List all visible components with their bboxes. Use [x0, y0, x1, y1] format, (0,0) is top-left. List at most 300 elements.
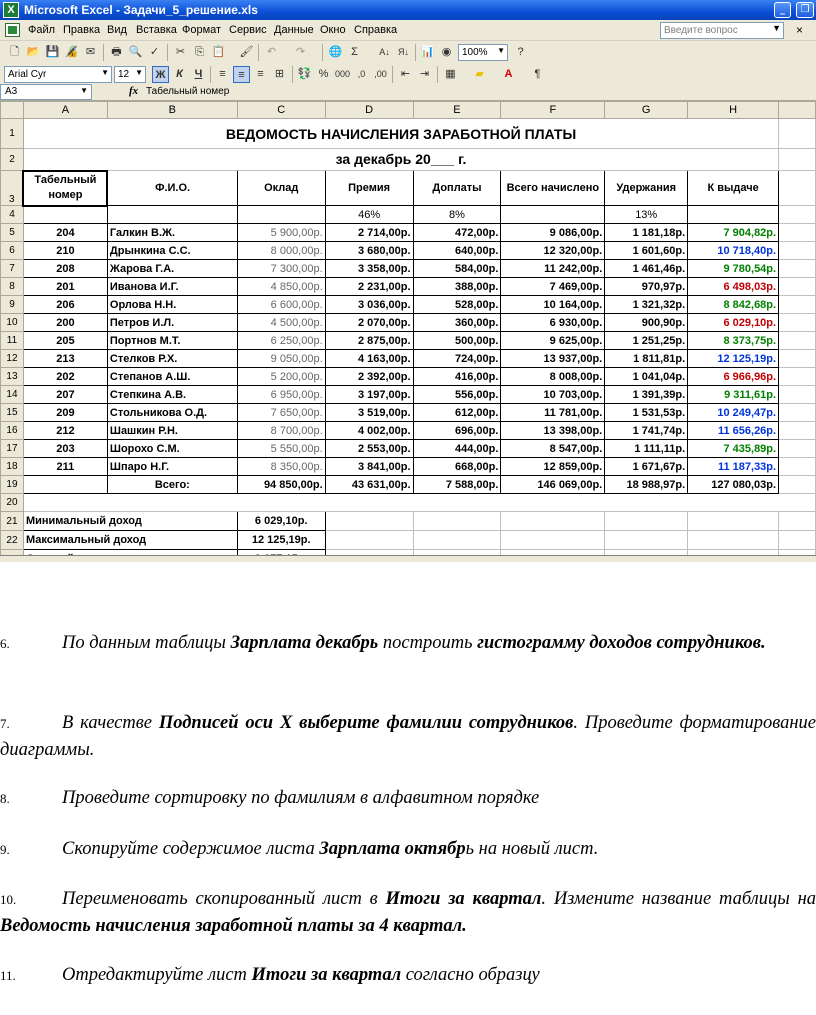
pay-amount-cell[interactable]: 7 904,82р. — [688, 224, 779, 242]
print-preview-icon[interactable]: 🔍 — [128, 46, 143, 58]
stat-value[interactable]: 12 125,19р. — [237, 531, 325, 550]
header-cell[interactable]: К выдаче — [688, 171, 779, 206]
redo-icon[interactable]: ↷ — [295, 46, 306, 58]
employee-id-cell[interactable]: 200 — [23, 314, 107, 332]
salary-cell[interactable]: 7 300,00р. — [237, 260, 325, 278]
header-cell-selected[interactable]: Табельный номер — [23, 171, 107, 206]
employee-name-cell[interactable]: Петров И.Л. — [107, 314, 237, 332]
email-icon[interactable]: ✉ — [85, 46, 96, 58]
employee-name-cell[interactable]: Шашкин Р.Н. — [107, 422, 237, 440]
align-left-icon[interactable]: ≡ — [219, 68, 226, 80]
stat-label[interactable]: Минимальный доход — [23, 512, 237, 531]
merge-center-icon[interactable]: ⊞ — [274, 68, 285, 80]
save-icon[interactable]: 💾 — [45, 46, 60, 58]
task-text: ь на новый лист. — [465, 839, 599, 859]
increase-decimal-icon[interactable]: ,0 — [357, 69, 366, 79]
cell[interactable] — [779, 260, 816, 278]
employee-name-cell[interactable]: Степкина А.В. — [107, 386, 237, 404]
cell[interactable] — [688, 531, 779, 550]
column-header[interactable]: G — [605, 102, 688, 119]
salary-cell[interactable]: 6 950,00р. — [237, 386, 325, 404]
task-number: 9. — [0, 842, 10, 857]
pay-amount-cell[interactable]: 7 435,89р. — [688, 440, 779, 458]
employee-id-cell[interactable]: 209 — [23, 404, 107, 422]
employee-name-cell[interactable]: Стольникова О.Д. — [107, 404, 237, 422]
cell[interactable] — [779, 531, 816, 550]
premium-cell[interactable]: 2 231,00р. — [325, 278, 413, 296]
deduction-cell[interactable]: 1 321,32р. — [605, 296, 688, 314]
premium-cell[interactable]: 3 358,00р. — [325, 260, 413, 278]
italic-button[interactable]: К — [176, 68, 183, 80]
row-header[interactable]: 18 — [1, 458, 24, 476]
deduction-cell[interactable]: 970,97р. — [605, 278, 688, 296]
extra-pay-cell[interactable]: 612,00р. — [413, 404, 501, 422]
row-header[interactable]: 8 — [1, 278, 24, 296]
deduction-rate-cell[interactable]: 13% — [605, 206, 688, 224]
restore-button[interactable]: ❐ — [796, 2, 814, 18]
pay-amount-cell[interactable]: 10 249,47р. — [688, 404, 779, 422]
premium-cell[interactable]: 3 519,00р. — [325, 404, 413, 422]
header-cell[interactable]: Ф.И.О. — [107, 171, 237, 206]
stat-value[interactable]: 6 029,10р. — [237, 512, 325, 531]
table-row — [1, 278, 816, 296]
task-paragraph — [0, 785, 816, 812]
cell[interactable] — [779, 440, 816, 458]
task-emphasis: Итоги за квартал — [385, 889, 542, 909]
cut-icon[interactable]: ✂ — [175, 46, 186, 58]
premium-cell[interactable]: 3 841,00р. — [325, 458, 413, 476]
extra-pay-cell[interactable]: 472,00р. — [413, 224, 501, 242]
premium-cell[interactable]: 4 002,00р. — [325, 422, 413, 440]
employee-name-cell[interactable]: Портнов М.Т. — [107, 332, 237, 350]
row-header[interactable]: 5 — [1, 224, 24, 242]
row-header[interactable]: 6 — [1, 242, 24, 260]
cell[interactable] — [107, 206, 237, 224]
table-row — [1, 368, 816, 386]
totals-label[interactable]: Всего: — [107, 476, 237, 494]
row-header[interactable]: 10 — [1, 314, 24, 332]
employee-name-cell[interactable]: Степанов А.Ш. — [107, 368, 237, 386]
deduction-cell[interactable]: 1 741,74р. — [605, 422, 688, 440]
increase-indent-icon[interactable]: ⇥ — [419, 68, 430, 80]
deduction-cell[interactable]: 1 181,18р. — [605, 224, 688, 242]
hyperlink-icon[interactable]: 🌐 — [328, 46, 343, 58]
select-all-corner[interactable] — [1, 102, 24, 119]
task-emphasis: Итоги за квартал — [251, 965, 402, 985]
cell[interactable] — [779, 404, 816, 422]
salary-cell[interactable]: 5 200,00р. — [237, 368, 325, 386]
bold-button[interactable]: Ж — [152, 66, 169, 83]
cell[interactable] — [325, 512, 413, 531]
task-number: 10. — [0, 892, 17, 907]
cell[interactable] — [779, 476, 816, 494]
print-icon[interactable]: 🖶 — [111, 46, 122, 58]
pay-amount-cell[interactable]: 11 656,26р. — [688, 422, 779, 440]
new-file-icon[interactable]: 🗋 — [10, 46, 19, 58]
name-box[interactable]: A3 ▼ — [0, 84, 92, 100]
task-text: Отредактируйте лист — [62, 965, 252, 985]
chevron-down-icon: ▼ — [80, 86, 88, 95]
cell[interactable] — [779, 149, 816, 171]
row-header[interactable]: 21 — [1, 512, 24, 531]
pay-amount-cell[interactable]: 8 373,75р. — [688, 332, 779, 350]
header-cell[interactable]: Всего начислено — [501, 171, 605, 206]
salary-cell[interactable]: 4 850,00р. — [237, 278, 325, 296]
deduction-cell[interactable]: 1 531,53р. — [605, 404, 688, 422]
total-accrued-cell[interactable]: 9 086,00р. — [501, 224, 605, 242]
task-emphasis: Ведомость начисления заработной платы за 4 квартал. — [0, 916, 467, 936]
table-row — [1, 224, 816, 242]
premium-cell[interactable]: 4 163,00р. — [325, 350, 413, 368]
chart-wizard-icon[interactable]: 📊 — [420, 46, 435, 58]
stat-row — [1, 531, 816, 550]
menu-window[interactable]: Окно — [320, 24, 346, 36]
table-row — [1, 404, 816, 422]
total-premium[interactable]: 43 631,00р. — [325, 476, 413, 494]
employee-id-cell[interactable]: 204 — [23, 224, 107, 242]
cell[interactable] — [779, 119, 816, 149]
thousands-button[interactable]: 000 — [334, 69, 351, 79]
salary-cell[interactable]: 5 900,00р. — [237, 224, 325, 242]
salary-cell[interactable]: 6 600,00р. — [237, 296, 325, 314]
font-size-select[interactable]: 12 ▼ — [114, 66, 146, 83]
total-accrued-cell[interactable]: 9 625,00р. — [501, 332, 605, 350]
employee-name-cell[interactable]: Иванова И.Г. — [107, 278, 237, 296]
autosum-icon[interactable]: Σ — [351, 46, 358, 58]
deduction-cell[interactable]: 1 601,60р. — [605, 242, 688, 260]
premium-cell[interactable]: 2 875,00р. — [325, 332, 413, 350]
row-header[interactable]: 13 — [1, 368, 24, 386]
extra-pay-cell[interactable]: 724,00р. — [413, 350, 501, 368]
premium-cell[interactable]: 2 070,00р. — [325, 314, 413, 332]
help-search-input[interactable]: Введите вопрос ▼ — [660, 22, 784, 39]
header-cell[interactable]: Доплаты — [413, 171, 501, 206]
underline-button[interactable]: Ч — [194, 68, 203, 80]
cell[interactable] — [779, 332, 816, 350]
row-header[interactable]: 20 — [1, 494, 24, 512]
table-row — [1, 386, 816, 404]
task-number: 7. — [0, 716, 10, 731]
row-header[interactable]: 17 — [1, 440, 24, 458]
extra-pay-cell[interactable]: 668,00р. — [413, 458, 501, 476]
help-icon[interactable]: ? — [517, 46, 524, 58]
column-header[interactable]: D — [325, 102, 413, 119]
row-header[interactable]: 15 — [1, 404, 24, 422]
total-accrued-cell[interactable]: 12 320,00р. — [501, 242, 605, 260]
employee-id-cell[interactable]: 206 — [23, 296, 107, 314]
employee-id-cell[interactable]: 201 — [23, 278, 107, 296]
spelling-icon[interactable]: ✓ — [149, 46, 160, 58]
column-header[interactable]: C — [237, 102, 325, 119]
employee-name-cell[interactable]: Стелков Р.Х. — [107, 350, 237, 368]
cell[interactable] — [779, 171, 816, 206]
employee-id-cell[interactable]: 203 — [23, 440, 107, 458]
cell[interactable] — [501, 531, 605, 550]
total-accrued-cell[interactable]: 8 008,00р. — [501, 368, 605, 386]
menu-tools[interactable]: Сервис — [229, 24, 267, 36]
employee-id-cell[interactable]: 210 — [23, 242, 107, 260]
salary-cell[interactable]: 4 500,00р. — [237, 314, 325, 332]
employee-id-cell[interactable]: 202 — [23, 368, 107, 386]
cell[interactable] — [501, 206, 605, 224]
sort-descending-icon[interactable]: Я↓ — [398, 47, 409, 57]
row-header[interactable]: 4 — [1, 206, 24, 224]
format-painter-icon[interactable]: 🖌 — [239, 46, 254, 58]
stat-label[interactable]: Максимальный доход — [23, 531, 237, 550]
decrease-indent-icon[interactable]: ⇤ — [400, 68, 411, 80]
total-accrued-cell[interactable]: 10 164,00р. — [501, 296, 605, 314]
salary-cell[interactable]: 8 350,00р. — [237, 458, 325, 476]
row-header[interactable]: 1 — [1, 119, 24, 149]
fill-color-icon[interactable]: ▰ — [475, 68, 484, 80]
employee-id-cell[interactable]: 213 — [23, 350, 107, 368]
borders-icon[interactable]: ▦ — [445, 68, 456, 80]
pay-amount-cell[interactable]: 6 966,96р. — [688, 368, 779, 386]
menu-data[interactable]: Данные — [274, 24, 314, 36]
employee-id-cell[interactable]: 208 — [23, 260, 107, 278]
column-header-row — [1, 102, 816, 119]
cell[interactable] — [23, 494, 815, 512]
total-accrued-cell[interactable]: 11 242,00р. — [501, 260, 605, 278]
pay-amount-cell[interactable]: 11 187,33р. — [688, 458, 779, 476]
premium-cell[interactable]: 3 680,00р. — [325, 242, 413, 260]
extra-pay-cell[interactable]: 556,00р. — [413, 386, 501, 404]
cell[interactable] — [779, 242, 816, 260]
cell[interactable] — [605, 531, 688, 550]
menu-view[interactable]: Вид — [107, 24, 127, 36]
cell[interactable] — [779, 458, 816, 476]
premium-cell[interactable]: 2 553,00р. — [325, 440, 413, 458]
employee-id-cell[interactable]: 211 — [23, 458, 107, 476]
close-workbook-icon[interactable]: × — [796, 23, 804, 37]
align-center-icon[interactable]: ≡ — [233, 66, 250, 83]
sort-ascending-icon[interactable]: A↓ — [379, 47, 390, 57]
task-emphasis: Зарплата октябр — [319, 839, 466, 859]
fx-icon[interactable]: fx — [129, 85, 139, 97]
premium-rate-cell[interactable]: 46% — [325, 206, 413, 224]
total-salary[interactable]: 94 850,00р. — [237, 476, 325, 494]
extra-pay-cell[interactable]: 500,00р. — [413, 332, 501, 350]
header-cell[interactable]: Оклад — [237, 171, 325, 206]
total-accrued-cell[interactable]: 13 398,00р. — [501, 422, 605, 440]
chevron-down-icon: ▼ — [101, 68, 109, 77]
premium-cell[interactable]: 3 036,00р. — [325, 296, 413, 314]
employee-id-cell[interactable]: 205 — [23, 332, 107, 350]
task-emphasis: Подписей оси X выберите фамилии сотрудников — [158, 713, 574, 733]
total-accrued-cell[interactable]: 7 469,00р. — [501, 278, 605, 296]
font-select[interactable]: Arial Cyr ▼ — [4, 66, 112, 83]
row-header[interactable]: 11 — [1, 332, 24, 350]
table-row — [1, 314, 816, 332]
task-text: . Измените название таблицы на — [541, 889, 816, 909]
undo-icon[interactable]: ↶ — [266, 46, 277, 58]
salary-cell[interactable]: 8 000,00р. — [237, 242, 325, 260]
minimize-button[interactable]: _ — [774, 2, 791, 18]
total-accrued-cell[interactable]: 8 547,00р. — [501, 440, 605, 458]
table-row — [1, 260, 816, 278]
drawing-icon[interactable]: ◉ — [441, 46, 452, 58]
pay-amount-cell[interactable]: 9 780,54р. — [688, 260, 779, 278]
row-header[interactable]: 14 — [1, 386, 24, 404]
menu-edit[interactable]: Правка — [63, 24, 101, 36]
task-text: построить — [378, 633, 478, 653]
total-accrued-cell[interactable]: 11 781,00р. — [501, 404, 605, 422]
task-paragraph — [0, 630, 816, 657]
employee-name-cell[interactable]: Шорохо С.М. — [107, 440, 237, 458]
deduction-cell[interactable]: 1 391,39р. — [605, 386, 688, 404]
menu-insert[interactable]: Вставка — [136, 24, 177, 36]
column-header[interactable]: E — [413, 102, 501, 119]
decrease-decimal-icon[interactable]: ,00 — [374, 69, 387, 79]
pay-amount-cell[interactable]: 6 029,10р. — [688, 314, 779, 332]
cell[interactable] — [779, 422, 816, 440]
menu-file[interactable]: Файл — [28, 24, 56, 36]
total-extra[interactable]: 7 588,00р. — [413, 476, 501, 494]
menu-format[interactable]: Формат — [182, 24, 222, 36]
cell[interactable] — [688, 206, 779, 224]
salary-cell[interactable]: 6 250,00р. — [237, 332, 325, 350]
cell[interactable] — [413, 531, 501, 550]
column-header[interactable] — [779, 102, 816, 119]
row-header[interactable]: 22 — [1, 531, 24, 550]
task-emphasis: Зарплата декабрь — [230, 633, 379, 653]
cell[interactable] — [779, 206, 816, 224]
row-header[interactable]: 9 — [1, 296, 24, 314]
cell[interactable] — [237, 206, 325, 224]
font-color-icon[interactable]: A — [504, 68, 513, 80]
extra-pay-cell[interactable]: 388,00р. — [413, 278, 501, 296]
employee-name-cell[interactable]: Дрынкина С.С. — [107, 242, 237, 260]
deduction-cell[interactable]: 1 671,67р. — [605, 458, 688, 476]
column-header[interactable]: A — [23, 102, 107, 119]
deduction-cell[interactable]: 900,90р. — [605, 314, 688, 332]
extra-pay-cell[interactable]: 416,00р. — [413, 368, 501, 386]
total-accrued-cell[interactable]: 6 930,00р. — [501, 314, 605, 332]
row-header[interactable]: 2 — [1, 149, 24, 171]
total-accrued-cell[interactable]: 12 859,00р. — [501, 458, 605, 476]
permission-icon[interactable]: 🔏 — [64, 46, 79, 58]
cell[interactable] — [779, 368, 816, 386]
row-header[interactable]: 19 — [1, 476, 24, 494]
employee-name-cell[interactable]: Шпаро Н.Г. — [107, 458, 237, 476]
sheet-tabs-bar[interactable] — [0, 555, 816, 562]
cell[interactable] — [779, 386, 816, 404]
pay-amount-cell[interactable]: 6 498,03р. — [688, 278, 779, 296]
formula-input[interactable]: Табельный номер — [146, 86, 230, 97]
column-header[interactable]: B — [107, 102, 237, 119]
cell[interactable] — [413, 512, 501, 531]
total-accrued-cell[interactable]: 13 937,00р. — [501, 350, 605, 368]
total-pay[interactable]: 127 080,03р. — [688, 476, 779, 494]
currency-icon[interactable]: 💱 — [297, 68, 312, 80]
deduction-cell[interactable]: 1 461,46р. — [605, 260, 688, 278]
sheet-subtitle[interactable]: за декабрь 20___ г. — [23, 149, 778, 171]
total-accrued[interactable]: 146 069,00р. — [501, 476, 605, 494]
premium-cell[interactable]: 3 197,00р. — [325, 386, 413, 404]
stat-row — [1, 512, 816, 531]
salary-cell[interactable]: 8 700,00р. — [237, 422, 325, 440]
workbook-icon[interactable] — [5, 23, 20, 37]
cell[interactable] — [779, 278, 816, 296]
header-cell[interactable]: Удержания — [605, 171, 688, 206]
sheet-title[interactable]: ВЕДОМОСТЬ НАЧИСЛЕНИЯ ЗАРАБОТНОЙ ПЛАТЫ — [23, 119, 778, 149]
row-header[interactable]: 7 — [1, 260, 24, 278]
salary-cell[interactable]: 5 550,00р. — [237, 440, 325, 458]
extra-pay-cell[interactable]: 360,00р. — [413, 314, 501, 332]
copy-icon[interactable]: ⎘ — [195, 46, 204, 58]
premium-cell[interactable]: 2 392,00р. — [325, 368, 413, 386]
deduction-cell[interactable]: 1 111,11р. — [605, 440, 688, 458]
cell[interactable] — [779, 350, 816, 368]
table-row — [1, 350, 816, 368]
employee-name-cell[interactable]: Жарова Г.А. — [107, 260, 237, 278]
column-header[interactable]: F — [501, 102, 605, 119]
cell[interactable] — [779, 512, 816, 531]
premium-cell[interactable]: 2 714,00р. — [325, 224, 413, 242]
cell[interactable] — [23, 476, 107, 494]
salary-cell[interactable]: 9 050,00р. — [237, 350, 325, 368]
deduction-cell[interactable]: 1 811,81р. — [605, 350, 688, 368]
column-header[interactable]: H — [688, 102, 779, 119]
row-header[interactable]: 12 — [1, 350, 24, 368]
total-accrued-cell[interactable]: 10 703,00р. — [501, 386, 605, 404]
row-header[interactable]: 3 — [1, 171, 24, 206]
paste-icon[interactable]: 📋 — [211, 46, 226, 58]
percent-button[interactable]: % — [318, 68, 329, 80]
cell[interactable] — [779, 296, 816, 314]
cell[interactable] — [779, 314, 816, 332]
formula-bar — [0, 84, 816, 101]
task-emphasis: гистограмму доходов сотрудников. — [477, 633, 766, 653]
table-row — [1, 242, 816, 260]
cell[interactable] — [605, 512, 688, 531]
paragraph-icon[interactable]: ¶ — [534, 68, 541, 80]
header-cell[interactable]: Премия — [325, 171, 413, 206]
pay-amount-cell[interactable]: 10 718,40р. — [688, 242, 779, 260]
cell[interactable] — [501, 512, 605, 531]
pay-amount-cell[interactable]: 12 125,19р. — [688, 350, 779, 368]
salary-cell[interactable]: 7 650,00р. — [237, 404, 325, 422]
row-header[interactable]: 16 — [1, 422, 24, 440]
extra-pay-cell[interactable]: 640,00р. — [413, 242, 501, 260]
extra-pay-cell[interactable]: 584,00р. — [413, 260, 501, 278]
cell[interactable] — [779, 224, 816, 242]
extra-pay-cell[interactable]: 696,00р. — [413, 422, 501, 440]
task-text: В качестве — [62, 713, 159, 733]
extra-rate-cell[interactable]: 8% — [413, 206, 501, 224]
extra-pay-cell[interactable]: 528,00р. — [413, 296, 501, 314]
total-deduction[interactable]: 18 988,97р. — [605, 476, 688, 494]
deduction-cell[interactable]: 1 041,04р. — [605, 368, 688, 386]
open-folder-icon[interactable]: 📂 — [26, 46, 41, 58]
cell[interactable] — [325, 531, 413, 550]
employee-id-cell[interactable]: 207 — [23, 386, 107, 404]
employee-name-cell[interactable]: Галкин В.Ж. — [107, 224, 237, 242]
deduction-cell[interactable]: 1 251,25р. — [605, 332, 688, 350]
pay-amount-cell[interactable]: 9 311,61р. — [688, 386, 779, 404]
employee-id-cell[interactable]: 212 — [23, 422, 107, 440]
extra-pay-cell[interactable]: 444,00р. — [413, 440, 501, 458]
employee-name-cell[interactable]: Орлова Н.Н. — [107, 296, 237, 314]
cell[interactable] — [688, 512, 779, 531]
zoom-select[interactable]: 100% ▼ — [458, 44, 508, 61]
cell[interactable] — [23, 206, 107, 224]
menu-help[interactable]: Справка — [354, 24, 398, 36]
align-right-icon[interactable]: ≡ — [257, 68, 264, 80]
excel-icon: X — [3, 2, 19, 18]
table-row — [1, 440, 816, 458]
pay-amount-cell[interactable]: 8 842,68р. — [688, 296, 779, 314]
